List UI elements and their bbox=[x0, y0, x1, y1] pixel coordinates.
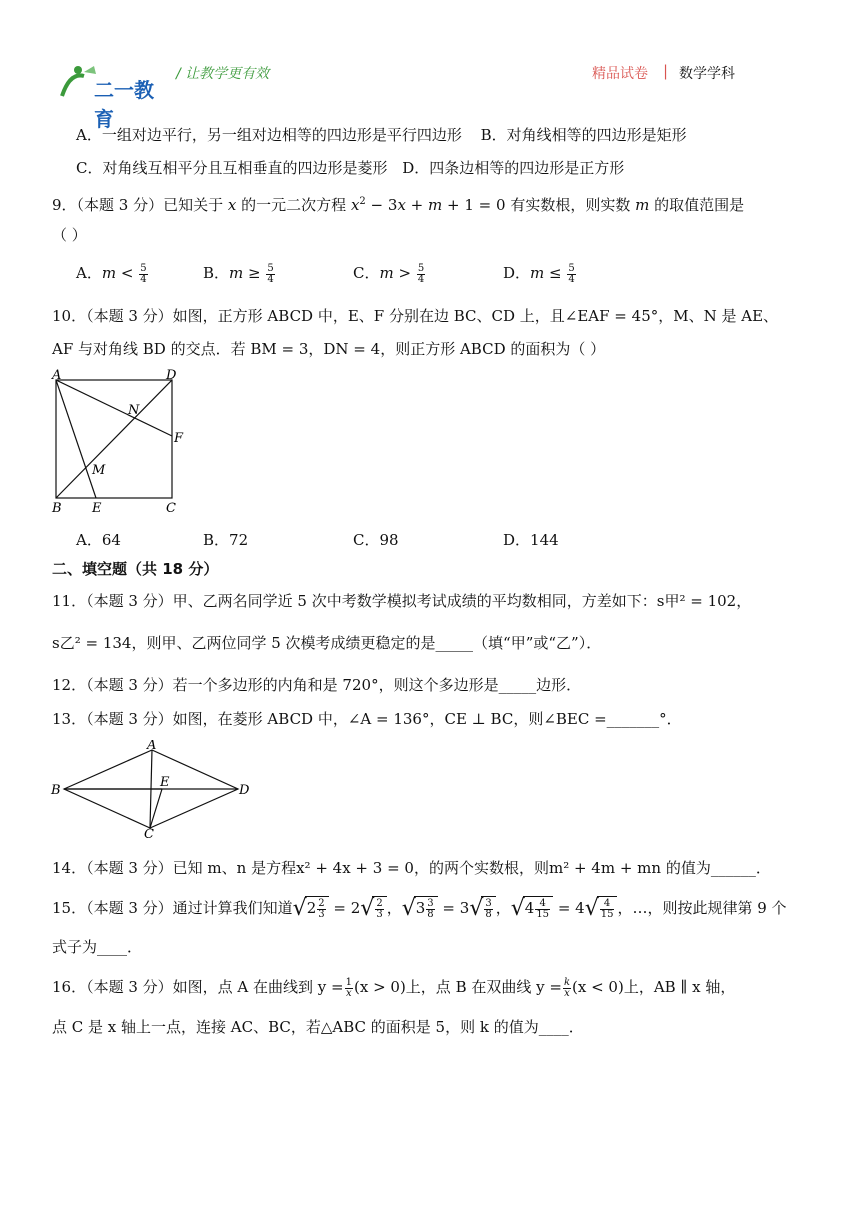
q9-equation: $x^2 - 3x + m + 1 = 0$ bbox=[350, 196, 506, 214]
q10-options bbox=[76, 529, 559, 551]
q8-row2 bbox=[76, 157, 624, 179]
fig13-label-a: A bbox=[147, 740, 157, 753]
header-subject: 数学学科 bbox=[679, 66, 735, 82]
q15-line1: 15．（本题 3 分）通过计算我们知道√2 $\frac{2}{3}$ = 2√ $\frac{2}{3}$ ，√3 $\frac{3}{8}$ = 3√ $\frac{3}{8}$ ，√4 $\frac{4}{15}$ = 4√ $\frac{4}{15}$ ，…，则按此规律第 9 个 bbox=[52, 896, 787, 921]
q9-option-b: B．m ≥ $\frac{5}{4}$ bbox=[203, 262, 274, 285]
section-title: 二、填空题（共 18 分） bbox=[52, 560, 219, 578]
q16-line1: 16．（本题 3 分）如图，点 A 在曲线到 y = $\frac{1}{x}$ (x > 0)上，点 B 在双曲线 y = $\frac{k}{x}$ (x < 0)上，AB ∥ x 轴， bbox=[52, 976, 736, 999]
fig10-label-d: D bbox=[166, 368, 177, 383]
fig13-label-c: C bbox=[144, 827, 154, 840]
header-slogan: / 让教学更有效 bbox=[176, 66, 270, 82]
q10-option-a: A．64 bbox=[76, 531, 121, 549]
q9-option-d: D．m ≤ $\frac{5}{4}$ bbox=[503, 262, 575, 285]
q8-option-a: A．一组对边平行，另一组对边相等的四边形是平行四边形 bbox=[76, 126, 462, 144]
q13-rhombus-figure bbox=[48, 740, 258, 840]
q10-square-figure bbox=[48, 366, 198, 518]
q10-option-d: D．144 bbox=[503, 531, 559, 549]
fig10-label-a: A bbox=[52, 368, 62, 383]
logo bbox=[56, 62, 168, 131]
q10-option-b: B．72 bbox=[203, 531, 249, 549]
q8-option-d: D．四条边相等的四边形是正方形 bbox=[402, 159, 625, 177]
q9-stem: 9．（本题 3 分）已知关于 x 的一元二次方程 $x^2 - 3x + m + 1 = 0$ 有实数根，则实数 m 的取值范围是 bbox=[52, 196, 745, 214]
q13-line: 13．（本题 3 分）如图，在菱形 ABCD 中，∠A = 136°，CE ⊥ BC，则∠BEC =_______°． bbox=[52, 710, 682, 728]
q8-option-b: B．对角线相等的四边形是矩形 bbox=[480, 126, 687, 144]
q15-line2: 式子为____． bbox=[52, 938, 143, 956]
q11-line1: 11．（本题 3 分）甲、乙两名同学近 5 次中考数学模拟考试成绩的平均数相同，方差如下：s甲² = 102， bbox=[52, 592, 752, 610]
fig10-label-m: M bbox=[92, 463, 106, 478]
q9-option-a: A．m < $\frac{5}{4}$ bbox=[76, 262, 147, 285]
fig10-label-e: E bbox=[92, 501, 102, 516]
q9-option-c: C．m > $\frac{5}{4}$ bbox=[353, 262, 425, 285]
header-tag: 精品试卷 bbox=[592, 66, 648, 82]
fig10-label-f: F bbox=[174, 431, 184, 446]
q8-row1 bbox=[76, 124, 687, 146]
q9-options bbox=[76, 262, 577, 285]
q12-line: 12．（本题 3 分）若一个多边形的内角和是 720°，则这个多边形是_____边形． bbox=[52, 676, 582, 694]
fig13-label-b: B bbox=[51, 783, 61, 798]
q10-line1: 10．（本题 3 分）如图，正方形 ABCD 中，E、F 分别在边 BC、CD 上，且∠EAF = 45°，M、N 是 AE、 bbox=[52, 307, 779, 325]
fig13-label-e: E bbox=[160, 775, 170, 790]
logo-text: 二一教育 bbox=[94, 78, 154, 131]
q11-line2: s乙² = 134，则甲、乙两位同学 5 次模考成绩更稳定的是_____（填“甲”或“乙”）． bbox=[52, 634, 602, 652]
q9-paren: （ ） bbox=[52, 226, 87, 244]
q16-line2: 点 C 是 x 轴上一点，连接 AC、BC，若△ABC 的面积是 5，则 k 的值为____． bbox=[52, 1018, 584, 1036]
q8-option-c: C．对角线互相平分且互相垂直的四边形是菱形 bbox=[76, 159, 388, 177]
fig10-label-n: N bbox=[128, 403, 140, 418]
fig10-label-b: B bbox=[52, 501, 62, 516]
q10-line2: AF 与对角线 BD 的交点．若 BM = 3，DN = 4，则正方形 ABCD 的面积为（ ） bbox=[52, 340, 606, 358]
fig10-label-c: C bbox=[166, 501, 176, 516]
q10-option-c: C．98 bbox=[353, 531, 399, 549]
q14-line: 14．（本题 3 分）已知 m、n 是方程x² + 4x + 3 = 0，的两个实数根，则m² + 4m + mn 的值为______． bbox=[52, 859, 771, 877]
header-separator: | bbox=[663, 62, 669, 80]
fig13-label-d: D bbox=[239, 783, 250, 798]
